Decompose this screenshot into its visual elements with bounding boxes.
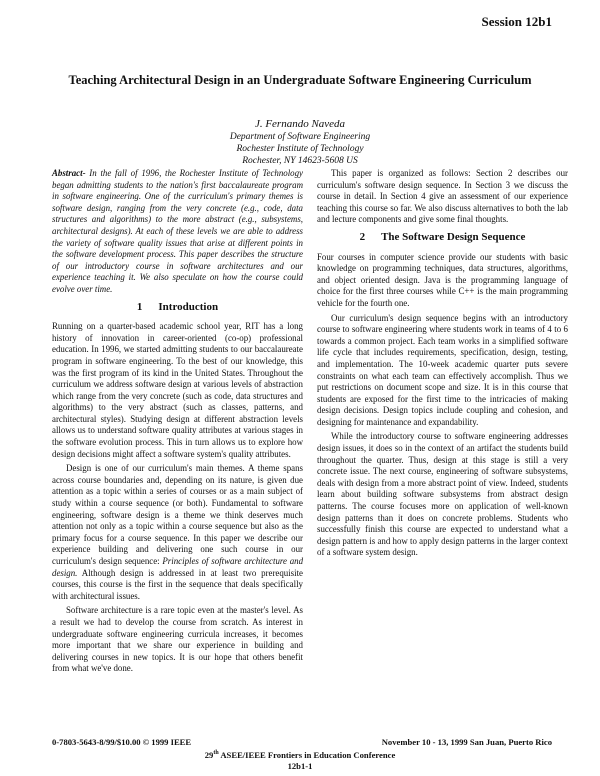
conference-name: [0, 748, 600, 761]
footer-date-location: November 10 - 13, 1999 San Juan, Puerto Rico: [381, 737, 552, 747]
author-block: [60, 117, 540, 167]
left-column: [52, 168, 303, 678]
section-heading-design-sequence: [317, 232, 568, 244]
footer-conference: [0, 748, 600, 772]
footer-isbn: 0-7803-5643-8/99/$10.00 © 1999 IEEE: [52, 737, 192, 747]
page-number: 12b1-1: [287, 760, 313, 771]
design-paragraph-3: While the introductory course to software engineering addresses design issues, it does so in the context of an artifact the students build throughout the quarter. Thus, design at this stage is still a very concrete issue. The next course, engineering of software subsystems, deals with design from a more abstract point of view. Indeed, students learn about building software subsystems from abstract design patterns. The course focuses more on application of well-known design patterns than it does on concrete problems. Students who successfully finish this course are expected to understand what a design pattern is and how to apply design patterns in the larger context of a software system design.: [317, 431, 568, 558]
intro-paragraph-4: This paper is organized as follows: Section 2 describes our curriculum's software design sequence. In Section 3 we discuss the course in detail. In Section 4 give an assessment of our experience teaching this course so far. We also discuss alternatives to both the lab and lecture components and give some final thoughts.: [317, 168, 568, 225]
affiliation-address: Rochester, NY 14623-5608 US: [242, 156, 358, 166]
section-heading-introduction: [52, 302, 303, 314]
design-paragraph-2: Our curriculum's design sequence begins with an introductory course to software engineering where students work in teams of 4 to 6 towards a common project. Each team works in a simplified software life cycle that includes requirements, specification, design, testing, and implementation. The 10-week academic quarter puts severe constraints on what each team can effectively accomplish. Thus we put restrictions on document scope and size. It is in this course that students are exposed for the first time to the intricacies of making design decisions. Design topics include coupling and cohesion, and designing for maintenance and expandability.: [317, 312, 568, 427]
intro-paragraph-2: [52, 463, 303, 602]
section-title: The Software Design Sequence: [381, 230, 526, 243]
paper-title: Teaching Architectural Design in an Undergraduate Software Engineering Curriculum: [68, 73, 532, 87]
author-name: J. Fernando Naveda: [254, 118, 346, 130]
conference-ordinal-suffix: th: [213, 750, 219, 756]
conference-ordinal: 29: [204, 749, 214, 760]
abstract-text: In the fall of 1996, the Rochester Institute of Technology began admitting students to the nation's first baccalaureate program in software engineering. One of the curriculum's primary themes is software design, ranging from the very concrete (e.g., code, data structures and algorithms) to the more abstract (e.g., subsystems, architectural designs). At each of these levels we are able to address the variety of software quality issues that arise at different points in the software development process. This paper describes the structure of our introductory course in software architectures and our experience teaching it. We also speculate on how the course could evolve over time.: [52, 168, 303, 294]
intro-paragraph-2b: Although design is addressed in at least two prerequisite courses, this course is the first in the sequence that deals specifically with architectural issues.: [52, 567, 304, 601]
conference-title: ASEE/IEEE Frontiers in Education Conference: [218, 749, 396, 760]
section-number: 2: [359, 230, 366, 243]
abstract: [52, 168, 303, 296]
design-paragraph-1: Four courses in computer science provide our students with basic knowledge on programming techniques, data structures, algorithms, and object oriented design. Java is the programming language of choice for the first three courses while C++ is the main programming vehicle for the fourth one.: [317, 251, 568, 308]
intro-paragraph-2a: Design is one of our curriculum's main themes. A theme spans across course boundaries and, depending on its nature, is given due attention as a topic within a series of courses or as a main subject of study within a course sequence (or both). Fundamental to software engineering, software design is a theme we think deserves much attention not only as a topic within a course sequence but also as the primary focus for a course sequence. In this paper we describe our experience building and delivering one such course in our curriculum's design sequence:: [52, 463, 303, 566]
session-label: Session 12b1: [481, 14, 552, 29]
intro-paragraph-3: Software architecture is a rare topic even at the master's level. As a result we had to develop the course from scratch. As interest in undergraduate software engineering curricula increases, it becomes more important that we share our experience in building and delivering courses in new topics. It is our hope that others benefit from what we've done.: [52, 605, 303, 674]
affiliation-institution: Rochester Institute of Technology: [236, 144, 364, 154]
right-column: [317, 168, 568, 562]
abstract-lead: Abstract-: [52, 168, 86, 178]
affiliation-department: Department of Software Engineering: [229, 132, 371, 142]
section-title: Introduction: [158, 300, 219, 313]
course-name: Principles of software architecture and design.: [52, 556, 304, 578]
intro-paragraph-1: Running on a quarter-based academic school year, RIT has a long history of innovation in career-oriented (co-op) professional education. In 1996, we started admitting students to our baccalaureate program in software engineering. To the best of our knowledge, this was the first program of its kind in the United States. Throughout the curriculum we address software design at various levels of abstraction which range from the very concrete (such as code, data structures and algorithms) to the very abstract (such as classes, patterns, and architectural styles). Studying design at different abstraction levels allows us to understand software quality attributes at various stages in the software evolution process. This in turn allows us to explore how design decisions might affect a software system's quality attributes.: [52, 321, 303, 459]
section-number: 1: [136, 300, 143, 313]
